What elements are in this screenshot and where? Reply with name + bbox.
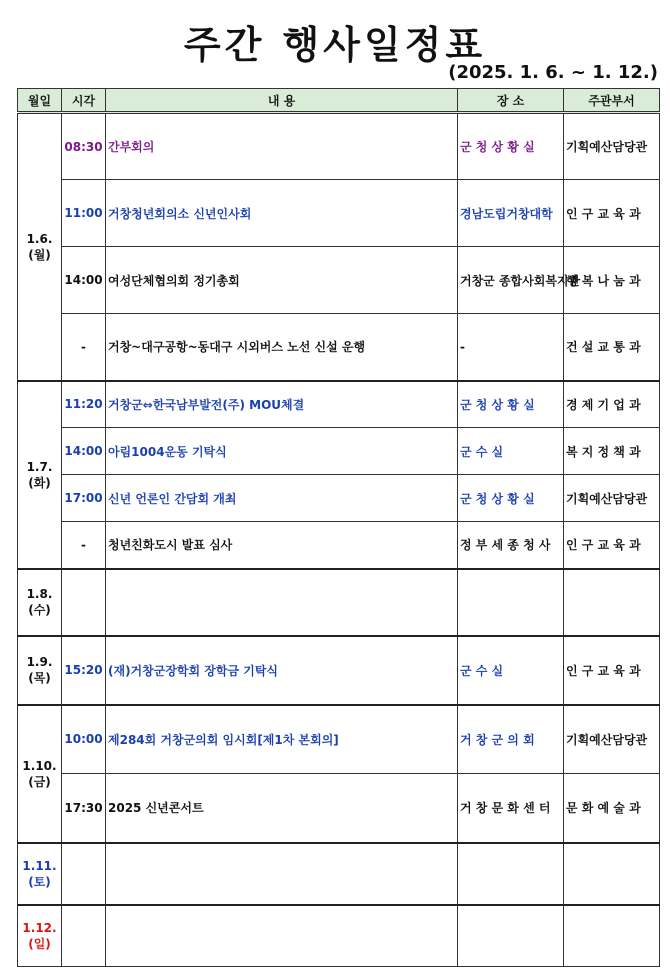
content-cell: 신년 언론인 간담회 개최: [106, 475, 458, 522]
time-cell: -: [62, 522, 106, 569]
place-cell: -: [458, 314, 564, 381]
date-cell: [18, 636, 62, 705]
dept-cell: 인 구 교 육 과: [564, 522, 660, 569]
date-label: 1.11.: [22, 858, 57, 873]
weekday-label: (수): [28, 603, 51, 617]
time-cell: 11:00: [62, 180, 106, 247]
time-cell: [62, 843, 106, 905]
table-row: [18, 381, 660, 428]
content-cell: 2025 신년콘서트: [106, 774, 458, 843]
schedule-table: [17, 88, 660, 967]
weekday-label: (토): [28, 874, 51, 889]
content-cell: 간부회의: [106, 113, 458, 180]
table-row: [18, 774, 660, 843]
time-cell: 14:00: [62, 428, 106, 475]
content-cell: [106, 843, 458, 905]
table-row: [18, 113, 660, 180]
time-cell: 17:30: [62, 774, 106, 843]
date-cell: [18, 705, 62, 843]
table-row: [18, 428, 660, 475]
date-label: 1.10.: [22, 758, 57, 773]
content-cell: 거창군⇔한국남부발전(주) MOU체결: [106, 381, 458, 428]
place-cell: 거 창 군 의 회: [458, 705, 564, 774]
header-place: 장 소: [458, 89, 564, 113]
time-cell: 11:20: [62, 381, 106, 428]
table-row: [18, 569, 660, 636]
header-date: 월일: [18, 89, 62, 113]
content-cell: 거창~대구공항~동대구 시외버스 노선 신설 운행: [106, 314, 458, 381]
content-cell: 제284회 거창군의회 임시회[제1차 본회의]: [106, 705, 458, 774]
time-cell: 15:20: [62, 636, 106, 705]
time-cell: 17:00: [62, 475, 106, 522]
dept-cell: 기획예산담당관: [564, 113, 660, 180]
weekday-label: (화): [28, 475, 51, 490]
header-content: 내 용: [106, 89, 458, 113]
table-row: [18, 705, 660, 774]
place-cell: [458, 843, 564, 905]
weekday-label: (월): [28, 247, 51, 262]
dept-cell: 기획예산담당관: [564, 475, 660, 522]
dept-cell: [564, 843, 660, 905]
place-cell: 거창군 종합사회복지관: [458, 247, 564, 314]
place-cell: [458, 569, 564, 636]
date-label: 1.12.: [22, 920, 57, 935]
table-row: [18, 247, 660, 314]
content-cell: [106, 905, 458, 967]
weekday-label: (목): [28, 671, 51, 685]
dept-cell: 복 지 정 책 과: [564, 428, 660, 475]
place-cell: 경남도립거창대학: [458, 180, 564, 247]
dept-cell: 인 구 교 육 과: [564, 636, 660, 705]
schedule-body: [18, 113, 660, 967]
time-cell: [62, 569, 106, 636]
content-cell: (재)거창군장학회 장학금 기탁식: [106, 636, 458, 705]
date-cell: [18, 381, 62, 569]
place-cell: 군 수 실: [458, 636, 564, 705]
header-row: [18, 89, 660, 113]
content-cell: 거창청년회의소 신년인사회: [106, 180, 458, 247]
dept-cell: [564, 905, 660, 967]
table-row: [18, 522, 660, 569]
dept-cell: [564, 569, 660, 636]
weekday-label: (금): [28, 774, 51, 789]
date-label: 1.7.: [26, 459, 53, 474]
dept-cell: 경 제 기 업 과: [564, 381, 660, 428]
place-cell: 거 창 문 화 센 터: [458, 774, 564, 843]
date-label: 1.8.: [26, 587, 53, 601]
time-cell: 10:00: [62, 705, 106, 774]
page-title: 주간 행사일정표: [183, 23, 487, 67]
date-cell: [18, 569, 62, 636]
table-row: [18, 314, 660, 381]
date-cell: [18, 113, 62, 381]
dept-cell: 문 화 예 술 과: [564, 774, 660, 843]
date-label: 1.6.: [26, 231, 53, 246]
table-row: [18, 475, 660, 522]
date-label: 1.9.: [26, 655, 53, 669]
date-cell: [18, 905, 62, 967]
time-cell: -: [62, 314, 106, 381]
dept-cell: 행 복 나 눔 과: [564, 247, 660, 314]
table-row: [18, 843, 660, 905]
content-cell: [106, 569, 458, 636]
dept-cell: 기획예산담당관: [564, 705, 660, 774]
content-cell: 청년친화도시 발표 심사: [106, 522, 458, 569]
table-row: [18, 180, 660, 247]
place-cell: 군 청 상 황 실: [458, 381, 564, 428]
table-row: [18, 636, 660, 705]
place-cell: 군 청 상 황 실: [458, 475, 564, 522]
dept-cell: 건 설 교 통 과: [564, 314, 660, 381]
content-cell: 아림1004운동 기탁식: [106, 428, 458, 475]
time-cell: 14:00: [62, 247, 106, 314]
place-cell: 정 부 세 종 청 사: [458, 522, 564, 569]
place-cell: 군 청 상 황 실: [458, 113, 564, 180]
header-dept: 주관부서: [564, 89, 660, 113]
place-cell: [458, 905, 564, 967]
dept-cell: 인 구 교 육 과: [564, 180, 660, 247]
header-time: 시각: [62, 89, 106, 113]
weekday-label: (일): [28, 936, 51, 951]
table-row: [18, 905, 660, 967]
content-cell: 여성단체협의회 정기총회: [106, 247, 458, 314]
time-cell: 08:30: [62, 113, 106, 180]
date-cell: [18, 843, 62, 905]
time-cell: [62, 905, 106, 967]
place-cell: 군 수 실: [458, 428, 564, 475]
date-range: (2025. 1. 6. ~ 1. 12.): [448, 62, 658, 83]
